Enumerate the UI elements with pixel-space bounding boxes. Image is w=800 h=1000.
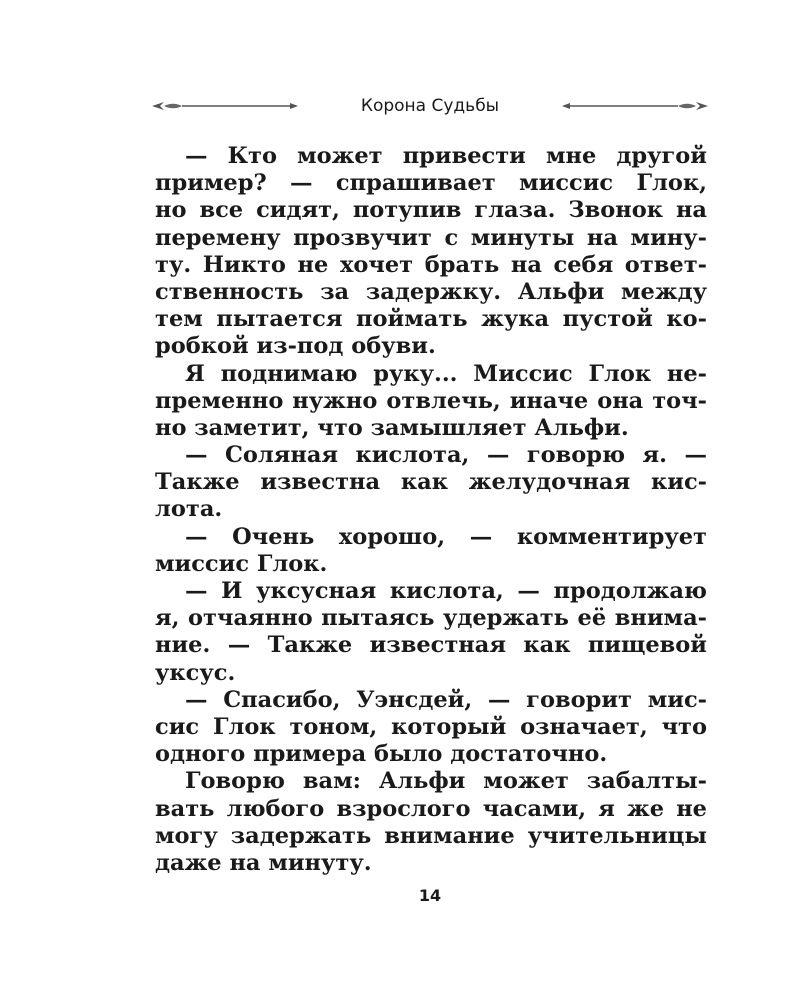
running-header <box>150 92 710 120</box>
text-line: пременно нужно отвлечь, иначе она точ- <box>155 387 707 414</box>
text-line: — Соляная кислота, — говорю я. — <box>185 442 707 469</box>
text-line: Также известна как желудочная кис- <box>155 469 707 496</box>
text-line: я, отчаянно пытаясь удержать её внима- <box>155 605 707 632</box>
text-line: ственность за задержку. Альфи между <box>155 278 707 305</box>
page-number: 14 <box>418 886 442 905</box>
text-line: одного примера было достаточно. <box>155 741 608 768</box>
text-line: Я поднимаю руку... Миссис Глок не- <box>185 360 707 387</box>
text-line: лота. <box>155 496 223 523</box>
text-line: пример? — спрашивает миссис Глок, <box>155 170 707 197</box>
text-line: сис Глок тоном, который означает, что <box>155 713 707 740</box>
text-line: тем пытается поймать жука пустой ко- <box>155 306 707 333</box>
text-line: миссис Глок. <box>155 550 328 577</box>
text-line: могу задержать внимание учительницы <box>155 822 707 849</box>
text-line: робкой из-под обуви. <box>155 333 436 360</box>
text-line: — И уксусная кислота, — продолжаю <box>185 578 707 604</box>
text-line: — Спасибо, Уэнсдей, — говорит мис- <box>185 686 707 713</box>
text-line: вать любого взрослого часами, я же не <box>155 795 707 822</box>
text-line: но все сидят, потупив глаза. Звонок на <box>155 197 707 224</box>
text-line: — Кто может привести мне другой <box>185 143 707 169</box>
running-title: Корона Судьбы <box>360 96 500 116</box>
right-ornament-icon <box>560 100 710 112</box>
text-line: ту. Никто не хочет брать на себя ответ- <box>155 251 707 278</box>
text-line: ние. — Также известная как пищевой <box>155 632 707 659</box>
body-text <box>155 143 707 877</box>
text-line: уксус. <box>155 659 236 686</box>
text-line: даже на минуту. <box>155 849 372 876</box>
text-line: но заметит, что замышляет Альфи. <box>155 414 629 441</box>
text-line: перемену прозвучит с минуты на мину- <box>155 224 707 251</box>
text-line: — Очень хорошо, — комментирует <box>185 523 707 550</box>
text-line: Говорю вам: Альфи может забалты- <box>185 768 707 795</box>
